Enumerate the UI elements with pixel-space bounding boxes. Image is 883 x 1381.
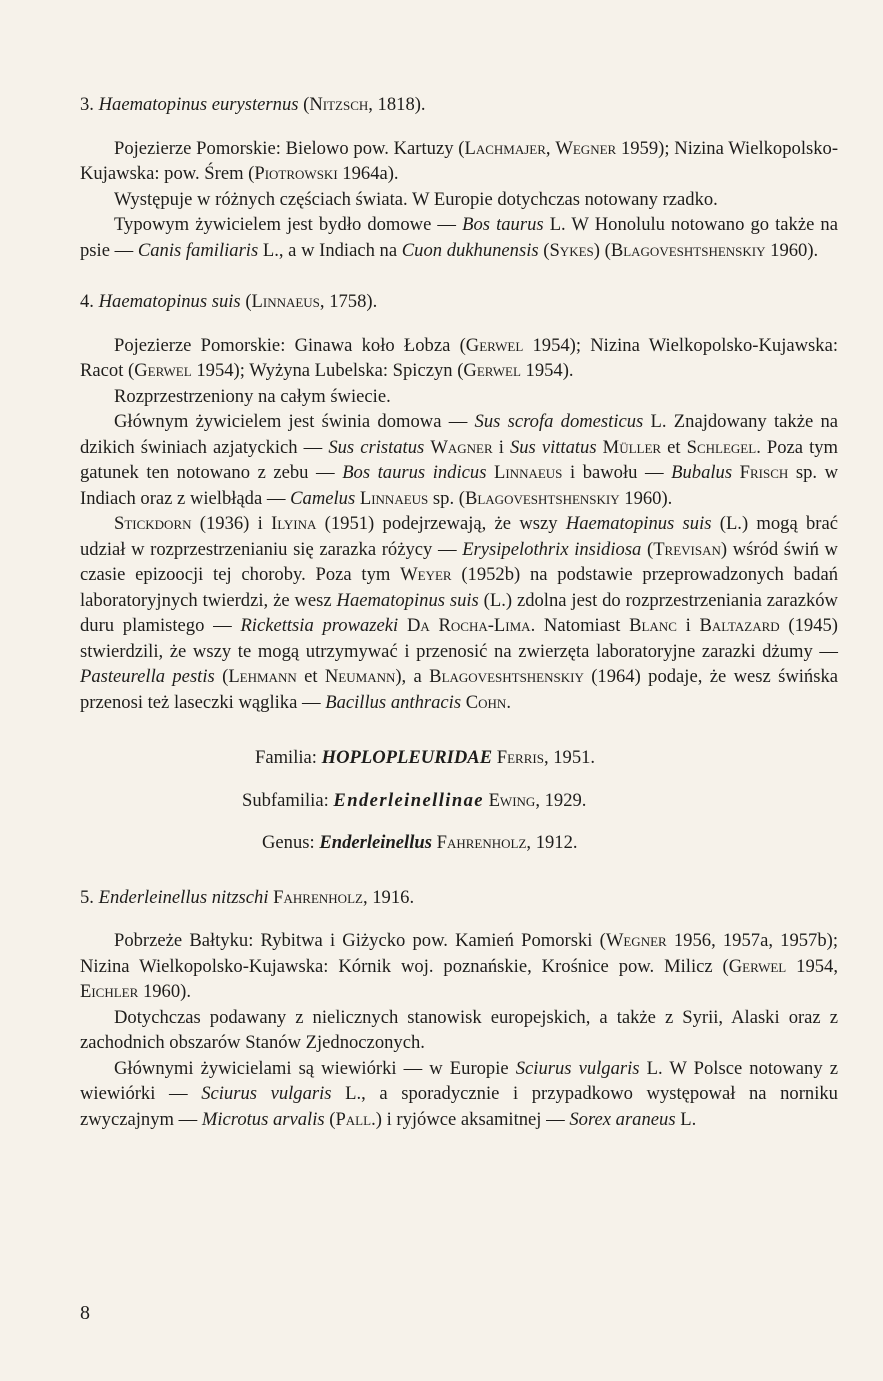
species-name: Enderleinellus nitzschi [98, 886, 269, 908]
locality-paragraph: Pojezierze Pomorskie: Bielowo pow. Kartuzy (Lachmajer, Wegner 1959); Nizina Wielkopolsko-Kujawska: pow. Śrem (Piotrowski 1964a). [80, 137, 839, 184]
page-content [80, 92, 838, 1132]
genus-line: Genus: Enderleinellus Fahrenholz, 1912. [262, 832, 578, 853]
host-paragraph: Typowym żywicielem jest bydło domowe — Bos taurus L. W Honolulu notowano go także na psie — Canis familiaris L., a w Indiach na Cuon dukhunensis (Sykes) (Blagoveshtshenskiy 1960). [80, 214, 838, 261]
subfamilia-line: Subfamilia: Enderleinellinae Ewing, 1929. [242, 789, 587, 811]
species-name: Haematopinus suis [98, 291, 241, 312]
page-number: 8 [80, 1302, 90, 1324]
species-name: Haematopinus eurysternus [98, 94, 299, 115]
vector-paragraph: Stickdorn (1936) i Ilyina (1951) podejrzewają, że wszy Haematopinus suis (L.) mogą brać udział w rozprzestrzenianiu się zarazka różycy — Erysipelothrix insidiosa (Trevisan) wśród świń w czasie epizoocji tej choroby. Poza tym Weyer (1952b) na podstawie przeprowadzonych badań laboratoryjnych twierdzi, że wesz Haematopinus suis (L.) zdolna jest do rozprzestrzeniania zarazków duru plamistego — Rickettsia prowazeki Da Rocha-Lima. Natomiast Blanc i Baltazard (1945) stwierdzili, że wszy te mogą utrzymywać i przenosić na zwierzęta laboratoryjne zarazki dżumy — Pasteurella pestis (Lehmann et Neumann), a Blagoveshtshenskiy (1964) podaje, że wesz świńska przenosi też laseczki wąglika — Bacillus anthracis Cohn. [80, 513, 839, 713]
host-paragraph: Głównymi żywicielami są wiewiórki — w Europie Sciurus vulgaris L. W Polsce notowany z wiewiórki — Sciurus vulgaris L., a sporadycznie i przypadkowo występował na norniku zwyczajnym — Microtus arvalis (Pall.) i ryjówce aksamitnej — Sorex araneus L. [80, 1057, 838, 1130]
taxonomy-block [80, 745, 838, 856]
locality-paragraph: Pojezierze Pomorskie: Ginawa koło Łobza (Gerwel 1954); Nizina Wielkopolsko-Kujawska: Racot (Gerwel 1954); Wyżyna Lubelska: Spiczyn (Gerwel 1954). [80, 334, 838, 381]
distribution-paragraph: Dotychczas podawany z nielicznych stanowisk europejskich, a także z Syrii, Alaski oraz z zachodnich obszarów Stanów Zjednoczonych. [80, 1006, 838, 1053]
locality-paragraph: Pobrzeże Bałtyku: Rybitwa i Giżycko pow. Kamień Pomorski (Wegner 1956, 1957a, 1957b); Nizina Wielkopolsko-Kujawska: Kórnik woj. poznańskie, Krośnice pow. Milicz (Gerwel 1954, Eichler 1960). [80, 930, 838, 1002]
species-heading-3: 3. Haematopinus eurysternus (Nitzsch, 1818). [80, 94, 426, 115]
host-paragraph: Głównym żywicielem jest świnia domowa — Sus scrofa domesticus L. Znajdowany także na dzikich świniach azjatyckich — Sus cristatus Wagner i Sus vittatus Müller et Schlegel. Poza tym gatunek ten notowano z zebu — Bos taurus indicus Linnaeus i bawołu — Bubalus Frisch sp. w Indiach oraz z wielbłąda — Camelus Linnaeus sp. (Blagoveshtshenskiy 1960). [80, 411, 839, 509]
distribution-paragraph: Występuje w różnych częściach świata. W Europie dotychczas notowany rzadko. [114, 188, 718, 210]
distribution-paragraph: Rozprzestrzeniony na całym świecie. [114, 385, 391, 407]
species-heading-5: 5. Enderleinellus nitzschi Fahrenholz, 1916. [80, 886, 415, 908]
species-heading-4: 4. Haematopinus suis (Linnaeus, 1758). [80, 291, 378, 312]
familia-line: Familia: HOPLOPLEURIDAE Ferris, 1951. [255, 747, 596, 768]
